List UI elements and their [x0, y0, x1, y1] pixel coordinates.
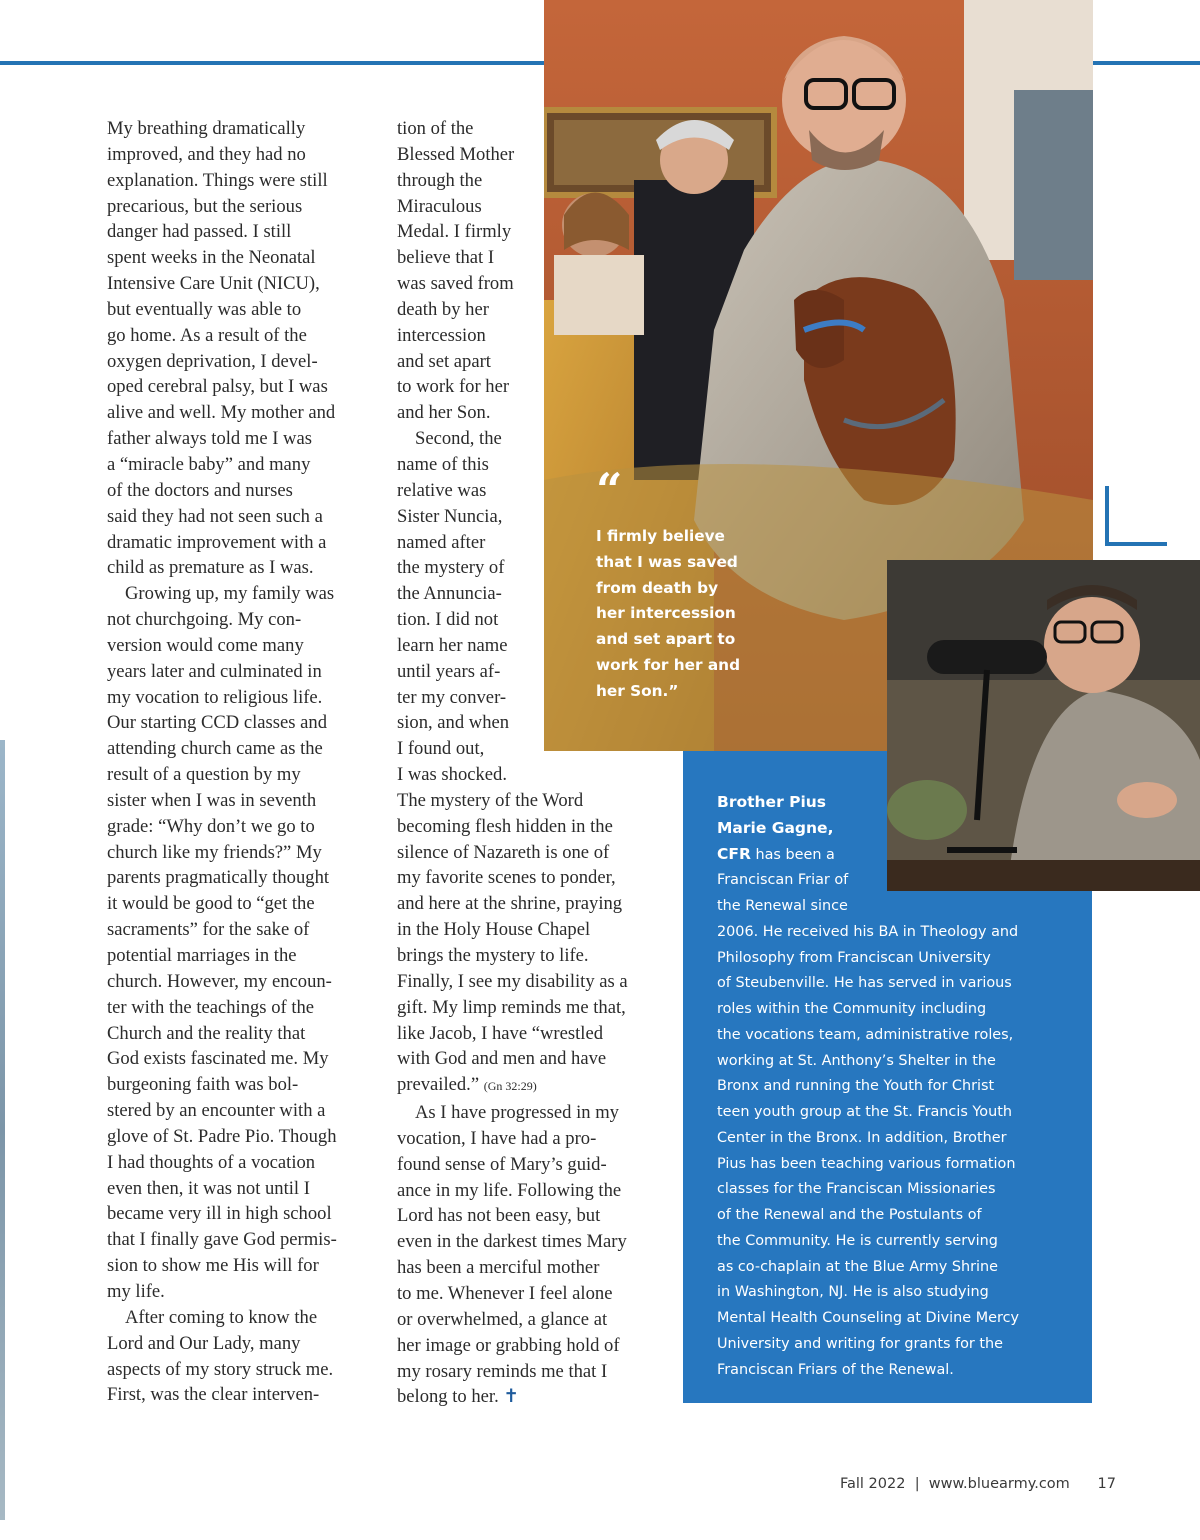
text-line: First, was the clear interven- [107, 1384, 320, 1406]
header-rule-right [1093, 61, 1200, 65]
text-line: burgeoning faith was bol- [107, 1074, 299, 1096]
text-line: Miraculous [397, 195, 482, 217]
text-line: sion, and when [397, 712, 510, 734]
text-line: The mystery of the Word [397, 789, 584, 811]
text-line: my favorite scenes to ponder, [397, 867, 616, 889]
text-line: As I have progressed in my [415, 1102, 619, 1124]
scripture-citation: (Gn 32:29) [483, 1079, 537, 1094]
text-line: precarious, but the serious [107, 195, 303, 217]
text-line: silence of Nazareth is one of [397, 841, 610, 863]
text-line: church. However, my encoun- [107, 970, 332, 992]
text-line: sion to show me His will for [107, 1255, 319, 1277]
text-line: the Annuncia- [397, 583, 502, 605]
text-line: Medal. I firmly [397, 221, 512, 243]
text-line: becoming flesh hidden in the [397, 815, 613, 837]
quote-line: from death by [596, 578, 719, 597]
text-line: danger had passed. I still [107, 221, 292, 243]
cross-end-icon: ✝ [503, 1386, 519, 1408]
text-line: ter with the teachings of the [107, 996, 315, 1018]
text-line: ance in my life. Following the [397, 1179, 622, 1201]
text-line: was saved from [397, 273, 514, 295]
text-line: Our starting CCD classes and [107, 712, 327, 734]
text-line: my life. [107, 1280, 165, 1302]
adjacent-page-edge [0, 740, 5, 1520]
bio-line: Mental Health Counseling at Divine Mercy [717, 1310, 1019, 1326]
text-line [397, 1384, 672, 1410]
text-line: like Jacob, I have “wrestled [397, 1022, 603, 1044]
bio-line: the vocations team, administrative roles, [717, 1026, 1014, 1043]
text-line: my rosary reminds me that I [397, 1360, 608, 1382]
bio-line: teen youth group at the St. Francis Youth [717, 1104, 1012, 1120]
text-line: I was shocked. [397, 764, 507, 786]
text-line: Second, the [415, 428, 502, 450]
text-line: oped cerebral palsy, but I was [107, 376, 328, 398]
text-line: with God and men and have [397, 1048, 607, 1070]
text-line: Lord has not been easy, but [397, 1205, 601, 1227]
bio-line: Pius has been teaching various formation [717, 1155, 1016, 1172]
text-line: and here at the shrine, praying [397, 893, 623, 915]
bio-line: Philosophy from Franciscan University [717, 949, 991, 966]
text-line [397, 1072, 672, 1100]
bio-line: the Community. He is currently serving [717, 1232, 998, 1249]
text-line: After coming to know the [125, 1306, 318, 1328]
text-line: even then, it was not until I [107, 1177, 310, 1199]
text-line: parents pragmatically thought [107, 867, 330, 889]
text-line: God exists fascinated me. My [107, 1048, 329, 1070]
bio-line: working at St. Anthony’s Shelter in the [717, 1052, 996, 1069]
text-line: it would be good to “get the [107, 893, 315, 915]
text-line: spent weeks in the Neonatal [107, 247, 316, 269]
text-line: and set apart [397, 350, 491, 372]
text-line: a “miracle baby” and many [107, 453, 311, 475]
text-line: gift. My limp reminds me that, [397, 996, 626, 1018]
text-line: Lord and Our Lady, many [107, 1332, 301, 1354]
bio-line: 2006. He received his BA in Theology and [717, 923, 1019, 940]
bio-line: Center in the Bronx. In addition, Brother [717, 1129, 1007, 1146]
page-number: 17 [1097, 1476, 1116, 1492]
bio-name-line: CFR [717, 844, 751, 863]
text-line: version would come many [107, 634, 304, 656]
text-line: aspects of my story struck me. [107, 1358, 334, 1380]
text-line: learn her name [397, 634, 508, 656]
text-line: Finally, I see my disability as a [397, 970, 628, 992]
site-url[interactable]: www.bluearmy.com [928, 1476, 1070, 1492]
text-line: I found out, [397, 738, 485, 760]
quote-line: that I was saved [596, 552, 738, 571]
text-line: Sister Nuncia, [397, 505, 503, 527]
decorative-corner-bracket [1105, 486, 1167, 546]
quote-line: and set apart to [596, 630, 736, 649]
text-line: potential marriages in the [107, 945, 297, 966]
text-line: to me. Whenever I feel alone [397, 1282, 613, 1304]
text-line: has been a merciful mother [397, 1257, 600, 1279]
text-line: her image or grabbing hold of [397, 1334, 620, 1356]
text-line: years later and culminated in [107, 660, 322, 682]
text-line: father always told me I was [107, 428, 312, 450]
quote-mark-icon: “ [596, 463, 623, 517]
photo-friar-podcast [887, 560, 1200, 891]
bio-line: Franciscan Friars of the Renewal. [717, 1361, 954, 1378]
text-line: relative was [397, 479, 487, 501]
text-line: glove of St. Padre Pio. Though [107, 1125, 337, 1147]
text-line: named after [397, 531, 486, 553]
bio-name-line: Brother Pius [717, 793, 827, 811]
text-line: of the doctors and nurses [107, 479, 293, 501]
bio-line: roles within the Community including [717, 1001, 987, 1017]
text-line: child as premature as I was. [107, 557, 314, 579]
prevailed-text: prevailed.” [397, 1074, 480, 1096]
text-line: vocation, I have had a pro- [397, 1127, 597, 1149]
bio-line: in Washington, NJ. He is also studying [717, 1284, 989, 1301]
text-line: even in the darkest times Mary [397, 1231, 627, 1253]
quote-line: her intercession [596, 604, 736, 623]
bio-line: has been a [755, 846, 835, 863]
bio-name-line: Marie Gagne, [717, 818, 834, 837]
bio-line: Franciscan Friar of [717, 872, 849, 889]
text-line: ter my conver- [397, 686, 507, 708]
text-line: until years af- [397, 660, 501, 682]
text-line: but eventually was able to [107, 298, 302, 320]
text-line: attending church came as the [107, 738, 323, 760]
text-line: improved, and they had no [107, 143, 306, 165]
text-line: Growing up, my family was [125, 583, 335, 605]
text-line: Intensive Care Unit (NICU), [107, 273, 320, 295]
quote-line: her Son.” [596, 681, 679, 700]
text-line: grade: “Why don’t we go to [107, 815, 315, 837]
text-line: oxygen deprivation, I devel- [107, 350, 318, 372]
text-line: through the [397, 169, 483, 191]
text-line: My breathing dramatically [107, 118, 306, 139]
article-column-1 [107, 116, 377, 1408]
bio-line: the Renewal since [717, 898, 848, 914]
issue-label: Fall 2022 [840, 1476, 906, 1492]
text-line: Blessed Mother [397, 143, 515, 165]
text-line: dramatic improvement with a [107, 531, 327, 553]
quote-line: work for her and [596, 655, 741, 674]
text-line: name of this [397, 453, 489, 475]
text-line: or overwhelmed, a glance at [397, 1308, 608, 1330]
text-line: found sense of Mary’s guid- [397, 1153, 607, 1175]
footer-separator: | [914, 1476, 920, 1492]
text-line: Church and the reality that [107, 1022, 306, 1044]
text-line: go home. As a result of the [107, 324, 307, 346]
bio-line: University and writing for grants for the [717, 1335, 1004, 1352]
text-line: not churchgoing. My con- [107, 609, 302, 631]
page-footer [840, 1476, 1150, 1492]
text-line: tion of the [397, 118, 474, 139]
bio-line: of the Renewal and the Postulants of [717, 1207, 982, 1223]
header-rule-left [0, 61, 544, 65]
text-line: sister when I was in seventh [107, 789, 317, 811]
text-line: alive and well. My mother and [107, 402, 336, 424]
text-line: tion. I did not [397, 609, 499, 631]
text-line: brings the mystery to life. [397, 945, 589, 966]
text-line: said they had not seen such a [107, 505, 323, 527]
text-line: that I finally gave God permis- [107, 1229, 337, 1251]
text-line: stered by an encounter with a [107, 1100, 326, 1122]
inset-illustration [887, 560, 1200, 891]
text-line: believe that I [397, 247, 495, 269]
text-line: death by her [397, 298, 489, 320]
bio-line: as co-chaplain at the Blue Army Shrine [717, 1258, 998, 1275]
text-line: I had thoughts of a vocation [107, 1151, 316, 1173]
text-line: to work for her [397, 376, 510, 398]
text-line: explanation. Things were still [107, 169, 328, 191]
text-line: result of a question by my [107, 764, 301, 786]
pull-quote [596, 463, 766, 705]
text-line: in the Holy House Chapel [397, 919, 591, 941]
text-line: sacraments” for the sake of [107, 919, 310, 941]
text-line: the mystery of [397, 557, 505, 579]
bio-line: classes for the Franciscan Missionaries [717, 1181, 996, 1198]
text-line: and her Son. [397, 402, 491, 424]
bio-line: Bronx and running the Youth for Christ [717, 1078, 995, 1095]
text-line: church like my friends?” My [107, 841, 322, 863]
quote-line: I firmly believe [596, 527, 725, 545]
text-line: intercession [397, 324, 486, 346]
text-line: my vocation to religious life. [107, 686, 323, 708]
text-line: became very ill in high school [107, 1203, 332, 1225]
bio-line: of Steubenville. He has served in various [717, 975, 1012, 992]
last-line-text: belong to her. [397, 1386, 499, 1408]
